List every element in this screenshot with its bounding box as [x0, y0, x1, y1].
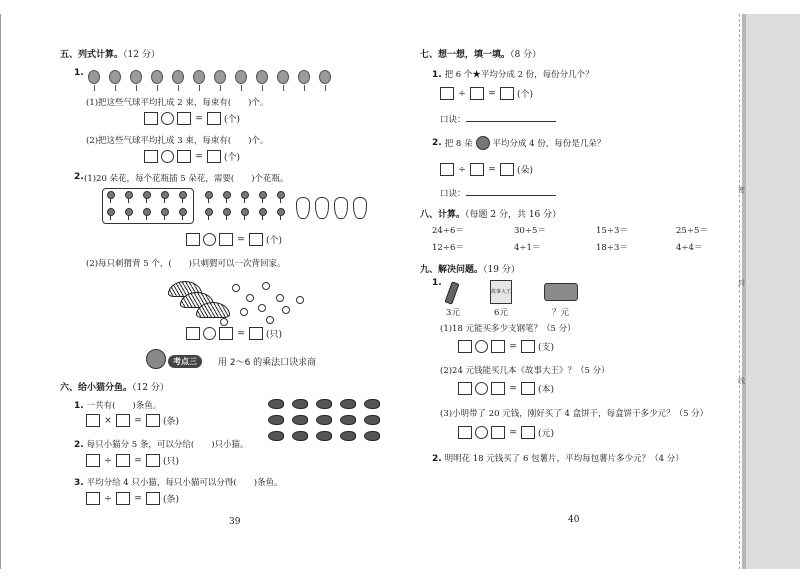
- s6-q3-number: 3.: [74, 478, 84, 488]
- balloon-icon: [88, 70, 100, 84]
- seal-char-3: 线: [738, 377, 745, 385]
- balloon-icon: [277, 70, 289, 84]
- equals-sign: =: [237, 234, 245, 245]
- unit-label: (个): [517, 90, 534, 100]
- rhyme-label: 口诀：: [440, 115, 466, 125]
- divide-sign: ÷: [458, 88, 466, 99]
- fish-icon: [364, 415, 380, 425]
- s7-q1-text: 把 6 个★平均分成 2 份，每份分几个？: [444, 70, 594, 80]
- apple-icon: [220, 318, 228, 326]
- s5-q2-eq1: [186, 233, 282, 246]
- s9-q1-eq2: [458, 382, 554, 395]
- answer-box[interactable]: [470, 87, 484, 100]
- flower-icon: [240, 191, 250, 203]
- mascot-icon: [146, 349, 166, 369]
- answer-box[interactable]: [500, 163, 514, 176]
- apple-icon: [282, 306, 290, 314]
- seal-char-1: 密: [738, 186, 745, 194]
- answer-box[interactable]: [116, 492, 130, 505]
- flower-icon: [476, 136, 490, 150]
- section-5-points: （12 分）: [123, 50, 160, 60]
- answer-box[interactable]: [207, 150, 221, 163]
- flower-icon: [124, 208, 134, 220]
- s6-q2-eq: [86, 454, 179, 467]
- section-8-points: （每题 2 分，共 16 分）: [465, 210, 562, 220]
- section-5-title: 五、列式计算。: [60, 50, 124, 60]
- unit-label: (本): [538, 385, 555, 395]
- equals-sign: =: [134, 455, 142, 466]
- s5-q1-eq1: [144, 112, 240, 125]
- flower-icon: [204, 208, 214, 220]
- s9-q1-sub3: (3)小明带了 20 元钱，刚好买了 4 盒饼干，每盒饼干多少元？（5 分）: [440, 409, 709, 419]
- answer-box[interactable]: [458, 382, 472, 395]
- s6-q2-text: 每只小猫分 5 条，可以分给( )只小猫。: [86, 440, 249, 450]
- balloon-icon: [319, 70, 331, 84]
- answer-box[interactable]: [144, 112, 158, 125]
- flower-icon: [178, 191, 188, 203]
- tip-badge: 考点三: [168, 355, 202, 368]
- balloon-icon: [193, 70, 205, 84]
- s9-q2-number: 2.: [432, 454, 442, 464]
- divide-sign: ÷: [104, 493, 112, 504]
- biscuit-box-icon: [544, 283, 578, 301]
- s9-q1-eq1: [458, 340, 554, 353]
- s9-q1-eq3: [458, 426, 554, 439]
- flower-icon: [142, 208, 152, 220]
- section-5-heading: [60, 47, 160, 60]
- balloon-icon: [214, 70, 226, 84]
- apple-icon: [258, 304, 266, 312]
- answer-box[interactable]: [146, 492, 160, 505]
- fish-icon: [268, 399, 284, 409]
- fish-icon: [364, 399, 380, 409]
- answer-box[interactable]: [177, 112, 191, 125]
- answer-box[interactable]: [500, 87, 514, 100]
- vase-icon: [353, 197, 367, 219]
- equals-sign: =: [195, 113, 203, 124]
- s7-q2-text-b: 平均分成 4 份，每份是几朵？: [492, 139, 606, 149]
- storybook-icon: [490, 280, 512, 304]
- apple-icon: [232, 284, 240, 292]
- rhyme-answer-line[interactable]: [466, 113, 556, 122]
- s7-q1-rhyme: [440, 113, 556, 125]
- apple-icon: [262, 282, 270, 290]
- section-8-heading: [420, 207, 561, 220]
- s7-q2-eq: [440, 163, 533, 176]
- answer-box[interactable]: [440, 163, 454, 176]
- calc-item: 30÷5＝: [514, 226, 546, 236]
- answer-box[interactable]: [491, 426, 505, 439]
- balloon-icon: [130, 70, 142, 84]
- unit-label: (元): [538, 429, 555, 439]
- s5-q2-eq2: [186, 327, 282, 340]
- price-biscuit: ？元: [552, 308, 570, 318]
- section-6-heading: [60, 380, 169, 393]
- calc-item: 15÷3＝: [596, 226, 628, 236]
- calc-item: 4÷4＝: [676, 243, 703, 253]
- calc-item: 18÷3＝: [596, 243, 628, 253]
- unit-label: (条): [163, 417, 180, 427]
- balloon-icon: [151, 70, 163, 84]
- operator-circle[interactable]: [161, 112, 174, 125]
- fish-icon: [340, 431, 356, 441]
- operator-circle[interactable]: [161, 150, 174, 163]
- apple-icon: [240, 308, 248, 316]
- answer-box[interactable]: [458, 426, 472, 439]
- s6-q3-eq: [86, 492, 179, 505]
- apple-icon: [266, 316, 274, 324]
- answer-box[interactable]: [86, 454, 100, 467]
- answer-box[interactable]: [440, 87, 454, 100]
- balloon-icon: [172, 70, 184, 84]
- answer-box[interactable]: [86, 492, 100, 505]
- answer-box[interactable]: [177, 150, 191, 163]
- fish-icon: [268, 431, 284, 441]
- answer-box[interactable]: [146, 454, 160, 467]
- operator-circle[interactable]: [475, 426, 488, 439]
- flower-icon: [276, 191, 286, 203]
- section-7-title: 七、想一想，填一填。: [420, 50, 511, 60]
- balloon-icon: [235, 70, 247, 84]
- rhyme-label: 口诀：: [440, 189, 466, 199]
- answer-box[interactable]: [521, 382, 535, 395]
- answer-box[interactable]: [219, 233, 233, 246]
- answer-box[interactable]: [116, 414, 130, 427]
- unit-label: (个): [266, 236, 283, 246]
- answer-box[interactable]: [249, 233, 263, 246]
- equals-sign: =: [195, 151, 203, 162]
- answer-box[interactable]: [86, 414, 100, 427]
- equals-sign: =: [134, 493, 142, 504]
- answer-box[interactable]: [470, 163, 484, 176]
- vase-icon: [296, 197, 310, 219]
- s5-q2-sub2: (2)每只刺猬背 5 个，( )只刺猬可以一次背回家。: [86, 259, 286, 269]
- s5-q1-sub1: (1)把这些气球平均扎成 2 束，每束有( )个。: [86, 98, 269, 108]
- flower-icon: [106, 208, 116, 220]
- equals-sign: =: [237, 328, 245, 339]
- fish-icon: [340, 399, 356, 409]
- seal-line: [739, 14, 740, 569]
- vase-icon: [315, 197, 329, 219]
- tip-text: 用 2～6 的乘法口诀求商: [218, 358, 317, 368]
- s5-q1-number: 1.: [74, 68, 84, 78]
- section-9-title: 九、解决问题。: [420, 265, 484, 275]
- answer-box[interactable]: [249, 327, 263, 340]
- divide-sign: ÷: [104, 455, 112, 466]
- s6-q1-text: 一共有( )条鱼。: [86, 401, 162, 411]
- s6-q1-eq: [86, 414, 179, 427]
- unit-label: (条): [163, 495, 180, 505]
- operator-circle[interactable]: [475, 382, 488, 395]
- apple-icon: [276, 294, 284, 302]
- s9-q2-line: [432, 452, 684, 464]
- s6-q3-text: 平均分给 4 只小猫，每只小猫可以分得( )条鱼。: [86, 478, 283, 488]
- equals-sign: =: [134, 415, 142, 426]
- divide-sign: ÷: [458, 164, 466, 175]
- operator-circle[interactable]: [203, 327, 216, 340]
- balloon-icon: [298, 70, 310, 84]
- operator-circle[interactable]: [475, 340, 488, 353]
- s7-q2-number: 2.: [432, 138, 442, 148]
- flower-icon: [276, 208, 286, 220]
- fish-icon: [340, 415, 356, 425]
- s6-q1-number: 1.: [74, 401, 84, 411]
- section-6-title: 六、给小猫分鱼。: [60, 383, 133, 393]
- rhyme-answer-line[interactable]: [466, 187, 556, 196]
- s7-q2-rhyme: [440, 187, 556, 199]
- calc-item: 4÷1＝: [514, 243, 541, 253]
- s5-q2-sub1: (1)20 朵花，每个花瓶插 5 朵花，需要( )个花瓶。: [84, 174, 289, 184]
- s6-q1-line: [74, 399, 161, 411]
- answer-box[interactable]: [521, 340, 535, 353]
- answer-box[interactable]: [219, 327, 233, 340]
- section-8-title: 八、计算。: [420, 210, 466, 220]
- section-7-heading: [420, 47, 541, 60]
- answer-box[interactable]: [144, 150, 158, 163]
- fish-icon: [268, 415, 284, 425]
- flower-icon: [204, 191, 214, 203]
- s7-q1-number: 1.: [432, 70, 442, 80]
- storybook-label: 故事大王: [491, 289, 512, 295]
- unit-label: (个): [224, 115, 241, 125]
- balloon-icon: [256, 70, 268, 84]
- price-book: 6元: [494, 308, 508, 318]
- equals-sign: =: [488, 88, 496, 99]
- equals-sign: =: [509, 383, 517, 394]
- answer-box[interactable]: [146, 414, 160, 427]
- flower-icon: [222, 208, 232, 220]
- hedgehog-icon: [196, 302, 230, 318]
- equals-sign: =: [509, 427, 517, 438]
- calc-item: 25÷5＝: [676, 226, 708, 236]
- section-9-points: （19 分）: [483, 265, 520, 275]
- s7-q1-line: [432, 68, 594, 80]
- answer-box[interactable]: [521, 426, 535, 439]
- calc-item: 12÷6＝: [432, 243, 464, 253]
- pen-icon: [444, 281, 459, 304]
- s9-q1-sub2: (2)24 元钱能买几本《故事大王》？（5 分）: [440, 366, 610, 376]
- multiply-sign: ×: [104, 415, 112, 426]
- page-number-left: 39: [229, 517, 241, 527]
- answer-box[interactable]: [458, 340, 472, 353]
- s9-q2-text: 明明花 18 元钱买了 6 包薯片，平均每包薯片多少元？（4 分）: [444, 454, 684, 464]
- flower-icon: [258, 191, 268, 203]
- answer-box[interactable]: [207, 112, 221, 125]
- apple-icon: [296, 296, 304, 304]
- section-9-heading: [420, 262, 520, 275]
- unit-label: (个): [224, 153, 241, 163]
- section-6-points: （12 分）: [132, 383, 169, 393]
- flower-icon: [178, 208, 188, 220]
- sidebar-strip: [742, 14, 746, 569]
- flower-icon: [240, 208, 250, 220]
- fish-icon: [364, 431, 380, 441]
- left-page-edge: [0, 14, 1, 569]
- s6-q2-line: [74, 438, 249, 450]
- binding-sidebar: [742, 14, 800, 569]
- equals-sign: =: [509, 341, 517, 352]
- seal-char-2: 封: [738, 279, 745, 287]
- s9-q1-number: 1.: [432, 278, 442, 288]
- vase-icon: [334, 197, 348, 219]
- flower-icon: [106, 191, 116, 203]
- fish-icon: [292, 415, 308, 425]
- fish-icon: [292, 431, 308, 441]
- answer-box[interactable]: [186, 233, 200, 246]
- answer-box[interactable]: [116, 454, 130, 467]
- flower-icon: [160, 191, 170, 203]
- answer-box[interactable]: [491, 340, 505, 353]
- operator-circle[interactable]: [203, 233, 216, 246]
- answer-box[interactable]: [186, 327, 200, 340]
- s6-q3-line: [74, 476, 283, 488]
- flower-icon: [258, 208, 268, 220]
- flower-icon: [124, 191, 134, 203]
- apple-icon: [246, 294, 254, 302]
- unit-label: (只): [266, 330, 283, 340]
- s5-q1-eq2: [144, 150, 240, 163]
- unit-label: (只): [163, 457, 180, 467]
- s6-q2-number: 2.: [74, 440, 84, 450]
- flower-icon: [142, 191, 152, 203]
- fish-icon: [316, 431, 332, 441]
- fish-icon: [292, 399, 308, 409]
- flower-icon: [160, 208, 170, 220]
- s9-q1-sub1: (1)18 元能买多少支钢笔？（5 分）: [440, 324, 576, 334]
- unit-label: (朵): [517, 166, 534, 176]
- s7-q2-line: [432, 136, 605, 150]
- unit-label: (支): [538, 343, 555, 353]
- s5-q1-sub2: (2)把这些气球平均扎成 3 束，每束有( )个。: [86, 136, 269, 146]
- price-pen: 3元: [446, 308, 460, 318]
- section-7-points: （8 分）: [510, 50, 542, 60]
- balloon-icon: [109, 70, 121, 84]
- flower-icon: [222, 191, 232, 203]
- page-number-right: 40: [568, 515, 580, 525]
- s5-q2-number: 2.: [74, 172, 84, 182]
- fish-icon: [316, 415, 332, 425]
- answer-box[interactable]: [491, 382, 505, 395]
- equals-sign: =: [488, 164, 496, 175]
- s7-q1-eq: [440, 87, 533, 100]
- calc-item: 24÷6＝: [432, 226, 464, 236]
- s7-q2-text-a: 把 8 朵: [444, 139, 473, 149]
- fish-icon: [316, 399, 332, 409]
